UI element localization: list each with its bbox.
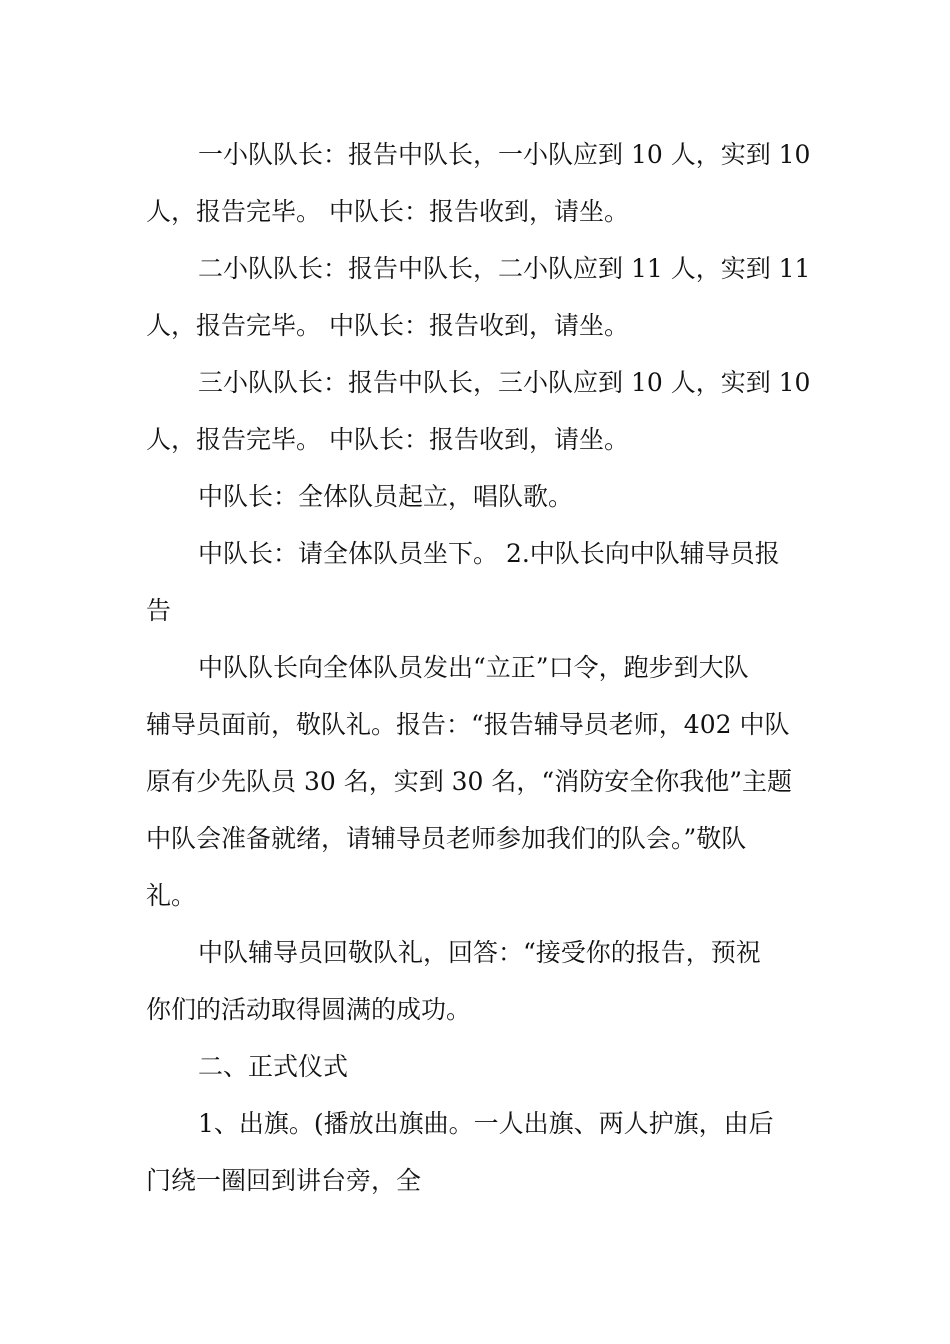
text-line: 二、正式仪式 bbox=[198, 1052, 349, 1081]
text-line: 辅导员面前，敬队礼。报告：“报告辅导员老师，402 中队 bbox=[146, 710, 790, 739]
document-body bbox=[146, 126, 810, 1209]
section-heading bbox=[146, 1038, 810, 1095]
paragraph bbox=[146, 354, 810, 468]
text-line: 中队长：请全体队员坐下。 2.中队长向中队辅导员报 bbox=[198, 539, 780, 568]
text-line: 人，报告完毕。 中队长：报告收到，请坐。 bbox=[146, 311, 629, 340]
paragraph bbox=[146, 1095, 810, 1209]
text-line: 人，报告完毕。 中队长：报告收到，请坐。 bbox=[146, 197, 629, 226]
paragraph bbox=[146, 924, 810, 1038]
paragraph bbox=[146, 525, 810, 639]
paragraph bbox=[146, 468, 810, 525]
text-line: 中队长：全体队员起立，唱队歌。 bbox=[198, 482, 574, 511]
text-line: 1、出旗。(播放出旗曲。一人出旗、两人护旗，由后 bbox=[198, 1109, 774, 1138]
text-line: 告 bbox=[146, 596, 172, 625]
text-line: 中队队长向全体队员发出“立正”口令，跑步到大队 bbox=[198, 653, 749, 682]
paragraph bbox=[146, 126, 810, 240]
text-line: 中队会准备就绪，请辅导员老师参加我们的队会。”敬队 bbox=[146, 824, 747, 853]
text-line: 你们的活动取得圆满的成功。 bbox=[146, 995, 472, 1024]
text-line: 门绕一圈回到讲台旁，全 bbox=[146, 1166, 422, 1195]
text-line: 二小队队长：报告中队长，二小队应到 11 人，实到 11 bbox=[198, 254, 811, 283]
paragraph bbox=[146, 240, 810, 354]
text-line: 原有少先队员 30 名，实到 30 名，“消防安全你我他”主题 bbox=[146, 767, 792, 796]
paragraph bbox=[146, 639, 810, 924]
text-line: 三小队队长：报告中队长，三小队应到 10 人，实到 10 bbox=[198, 368, 811, 397]
text-line: 人，报告完毕。 中队长：报告收到，请坐。 bbox=[146, 425, 629, 454]
text-line: 一小队队长：报告中队长，一小队应到 10 人，实到 10 bbox=[198, 140, 811, 169]
text-line: 中队辅导员回敬队礼，回答：“接受你的报告，预祝 bbox=[198, 938, 761, 967]
text-line: 礼。 bbox=[146, 881, 197, 910]
